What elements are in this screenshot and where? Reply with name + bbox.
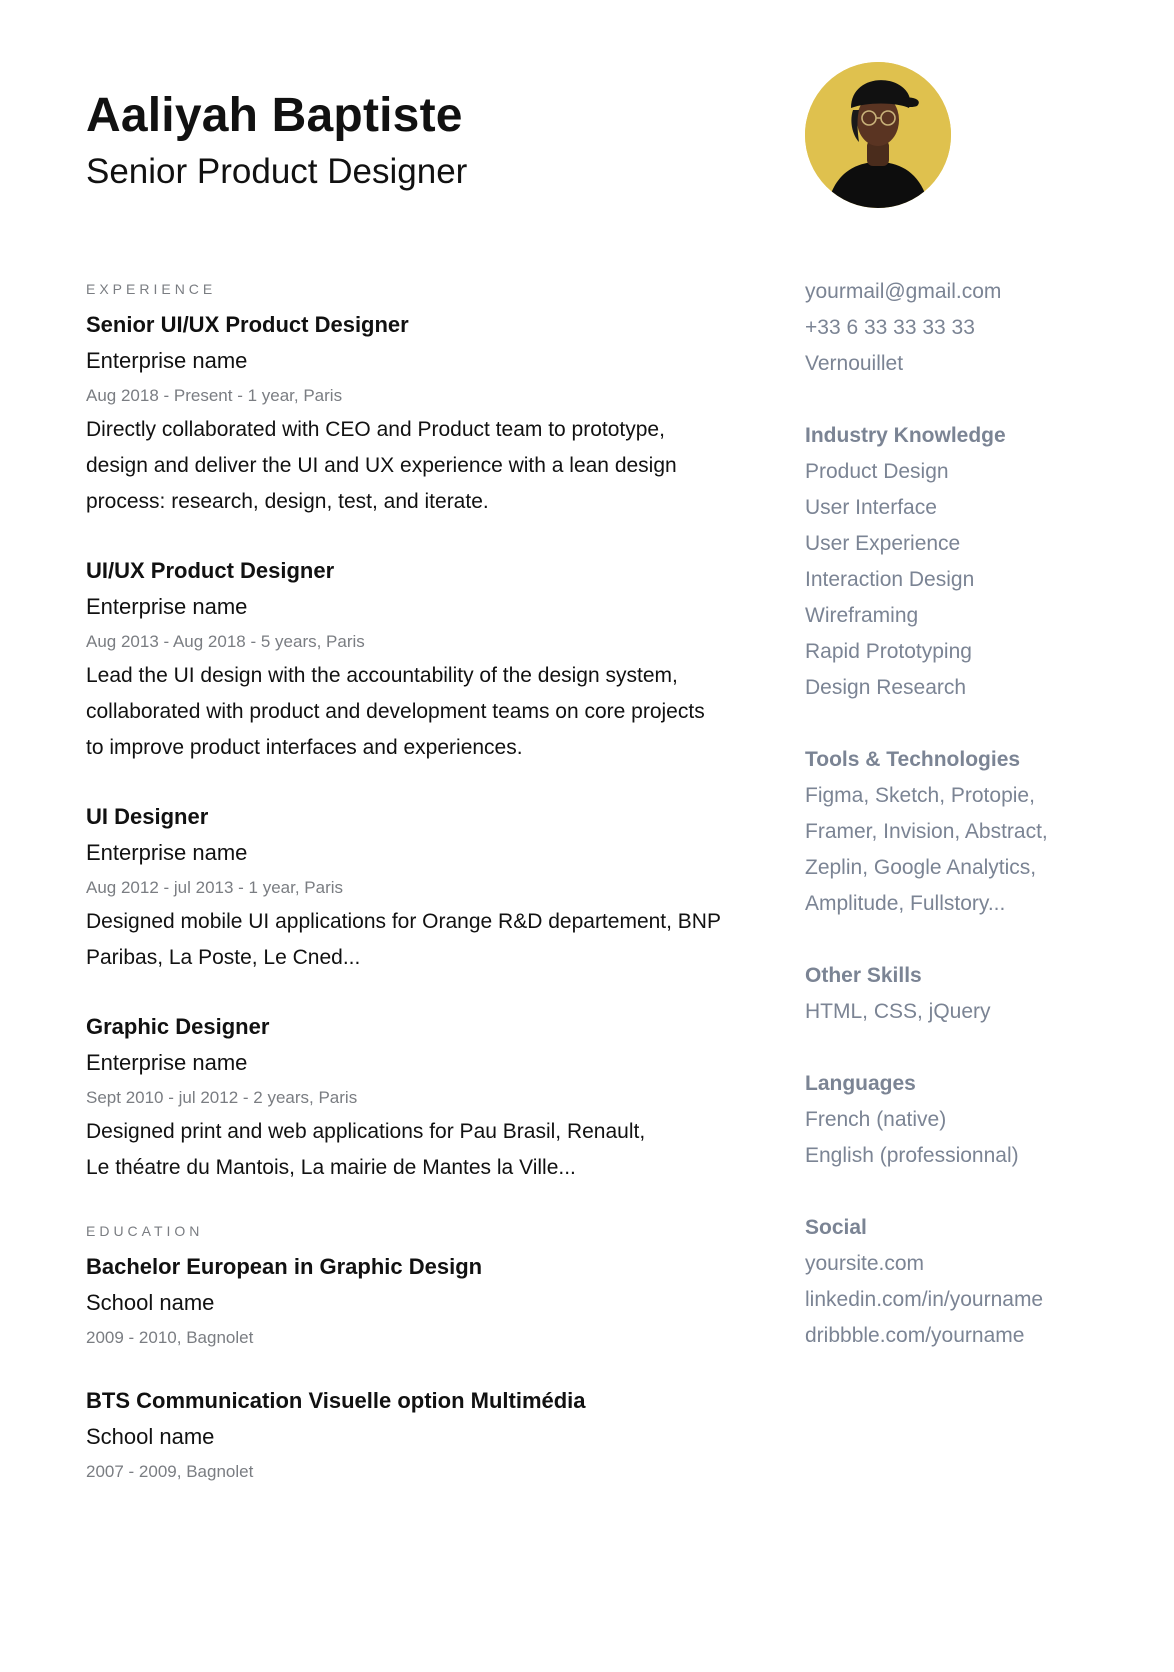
job-description bbox=[86, 1114, 766, 1186]
school-name: School name bbox=[86, 1424, 215, 1449]
job-description-line: Designed mobile UI applications for Orange R&D departement, BNP bbox=[86, 910, 721, 933]
contact-city: Vernouillet bbox=[805, 352, 904, 375]
experience-item bbox=[86, 310, 766, 520]
job-description-line: collaborated with product and development teams on core projects bbox=[86, 700, 705, 723]
experience-heading: EXPERIENCE bbox=[86, 281, 217, 297]
job-description-line: design and deliver the UI and UX experience with a lean design bbox=[86, 454, 677, 477]
skill-item: User Experience bbox=[805, 532, 961, 555]
job-description bbox=[86, 412, 766, 520]
skill-item: Wireframing bbox=[805, 604, 919, 627]
contact-phone[interactable]: +33 6 33 33 33 33 bbox=[805, 316, 975, 339]
skill-item: English (professionnal) bbox=[805, 1144, 1019, 1167]
job-title: Graphic Designer bbox=[86, 1014, 270, 1039]
job-description bbox=[86, 904, 766, 976]
education-date: 2009 - 2010, Bagnolet bbox=[86, 1328, 254, 1347]
job-description-line: Le théatre du Mantois, La mairie de Mantes la Ville... bbox=[86, 1156, 576, 1179]
job-company: Enterprise name bbox=[86, 840, 248, 865]
skill-item: Framer, Invision, Abstract, bbox=[805, 820, 1048, 843]
job-date: Aug 2013 - Aug 2018 - 5 years, Paris bbox=[86, 632, 365, 651]
education-date: 2007 - 2009, Bagnolet bbox=[86, 1462, 254, 1481]
social-link-dribbble[interactable]: dribbble.com/yourname bbox=[805, 1324, 1025, 1347]
skill-group-title: Other Skills bbox=[805, 964, 922, 987]
job-date: Aug 2012 - jul 2013 - 1 year, Paris bbox=[86, 878, 344, 897]
social-link-linkedin[interactable]: linkedin.com/in/yourname bbox=[805, 1288, 1044, 1311]
job-description-line: Directly collaborated with CEO and Product team to prototype, bbox=[86, 418, 665, 441]
degree-title: Bachelor European in Graphic Design bbox=[86, 1254, 483, 1279]
person-name: Aaliyah Baptiste bbox=[86, 89, 463, 142]
school-name: School name bbox=[86, 1290, 215, 1315]
job-description-line: Paribas, La Poste, Le Cned... bbox=[86, 946, 361, 969]
job-title: UI Designer bbox=[86, 804, 209, 829]
skill-item: Product Design bbox=[805, 460, 949, 483]
skill-item: Interaction Design bbox=[805, 568, 975, 591]
skill-item: Design Research bbox=[805, 676, 967, 699]
job-company: Enterprise name bbox=[86, 348, 248, 373]
skill-group-title: Social bbox=[805, 1216, 867, 1239]
experience-item bbox=[86, 802, 766, 976]
skill-item: Amplitude, Fullstory... bbox=[805, 892, 1006, 915]
skills-industry-knowledge bbox=[805, 418, 1145, 706]
job-company: Enterprise name bbox=[86, 594, 248, 619]
job-description-line: Lead the UI design with the accountability of the design system, bbox=[86, 664, 678, 687]
education-item bbox=[86, 1386, 766, 1484]
avatar-portrait-icon bbox=[805, 62, 951, 208]
skill-item: Zeplin, Google Analytics, bbox=[805, 856, 1037, 879]
skill-group-title: Tools & Technologies bbox=[805, 748, 1021, 771]
education-item bbox=[86, 1252, 766, 1350]
skill-group-title: Industry Knowledge bbox=[805, 424, 1006, 447]
degree-title: BTS Communication Visuelle option Multimédia bbox=[86, 1388, 586, 1413]
sidebar bbox=[805, 274, 1145, 1354]
person-title: Senior Product Designer bbox=[86, 152, 468, 191]
job-description-line: to improve product interfaces and experiences. bbox=[86, 736, 523, 759]
job-date: Sept 2010 - jul 2012 - 2 years, Paris bbox=[86, 1088, 358, 1107]
main-column bbox=[86, 280, 766, 1520]
job-title: UI/UX Product Designer bbox=[86, 558, 335, 583]
social-link-website[interactable]: yoursite.com bbox=[805, 1252, 925, 1275]
skill-item: HTML, CSS, jQuery bbox=[805, 1000, 991, 1023]
job-title: Senior UI/UX Product Designer bbox=[86, 312, 409, 337]
skills-tools-technologies bbox=[805, 742, 1145, 922]
avatar bbox=[805, 62, 951, 208]
job-description bbox=[86, 658, 766, 766]
contact-email[interactable]: yourmail@gmail.com bbox=[805, 280, 1002, 303]
skill-item: Figma, Sketch, Protopie, bbox=[805, 784, 1035, 807]
skill-item: French (native) bbox=[805, 1108, 947, 1131]
job-description-line: Designed print and web applications for Pau Brasil, Renault, bbox=[86, 1120, 646, 1143]
skill-item: Rapid Prototyping bbox=[805, 640, 972, 663]
experience-item bbox=[86, 1012, 766, 1186]
header bbox=[86, 86, 467, 194]
job-date: Aug 2018 - Present - 1 year, Paris bbox=[86, 386, 343, 405]
skill-item: User Interface bbox=[805, 496, 937, 519]
job-description-line: process: research, design, test, and iterate. bbox=[86, 490, 489, 513]
skills-social bbox=[805, 1210, 1145, 1354]
experience-item bbox=[86, 556, 766, 766]
skills-languages bbox=[805, 1066, 1145, 1174]
skills-other bbox=[805, 958, 1145, 1030]
education-heading: EDUCATION bbox=[86, 1223, 204, 1239]
job-company: Enterprise name bbox=[86, 1050, 248, 1075]
contact-block bbox=[805, 274, 1145, 382]
skill-group-title: Languages bbox=[805, 1072, 916, 1095]
